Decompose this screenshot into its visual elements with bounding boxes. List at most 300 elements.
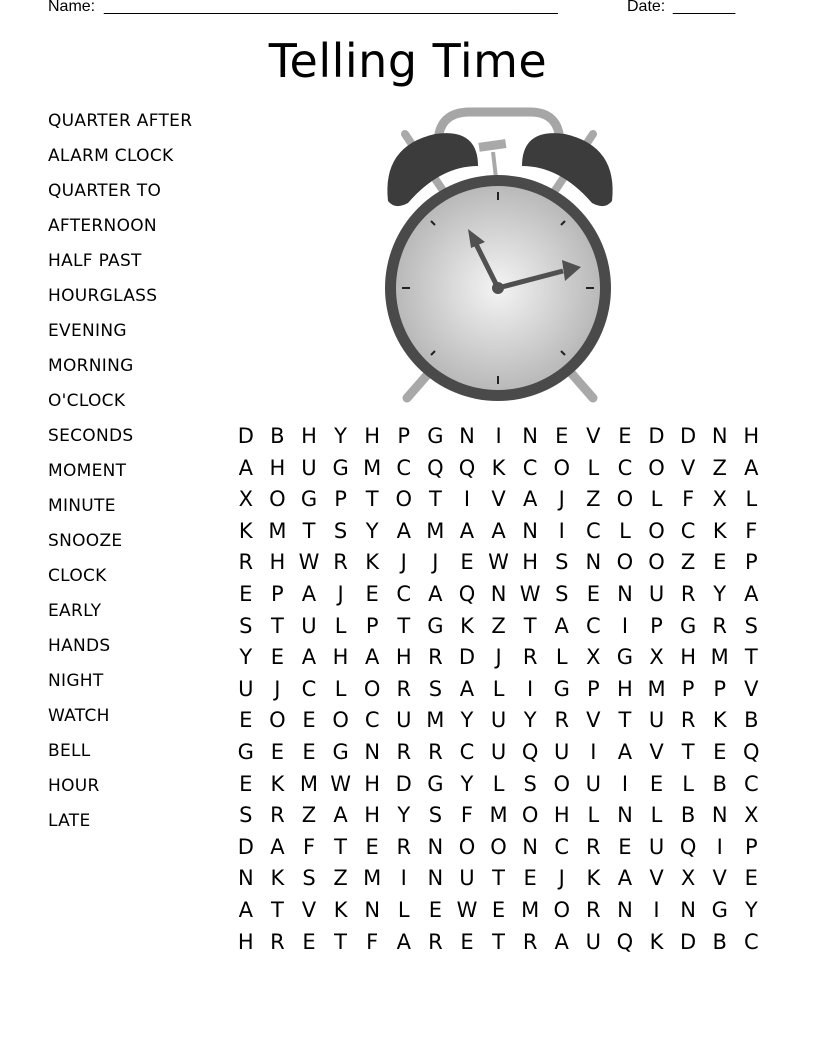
grid-cell[interactable]: H	[617, 676, 633, 701]
grid-cell[interactable]: Y	[397, 803, 411, 828]
grid-cell[interactable]: C	[680, 518, 696, 543]
grid-cell[interactable]: Y	[460, 708, 474, 733]
grid-cell[interactable]: C	[585, 613, 601, 638]
grid-cell[interactable]: M	[268, 518, 287, 543]
grid-cell[interactable]: N	[617, 897, 633, 922]
grid-cell[interactable]: Q	[458, 455, 476, 480]
grid-cell[interactable]: O	[490, 834, 507, 859]
grid-cell[interactable]: T	[270, 897, 284, 922]
grid-cell[interactable]: M	[363, 455, 382, 480]
grid-cell[interactable]: S	[428, 803, 443, 828]
grid-cell[interactable]: K	[460, 613, 474, 638]
grid-cell[interactable]: L	[587, 455, 600, 480]
grid-cell[interactable]: Y	[713, 581, 727, 606]
letter-grid	[230, 421, 770, 961]
grid-cell[interactable]: N	[522, 424, 538, 448]
grid-cell[interactable]: O	[332, 708, 349, 733]
grid-cell[interactable]: V	[744, 676, 759, 701]
grid-cell[interactable]: A	[238, 897, 253, 922]
grid-cell[interactable]: J	[337, 581, 344, 606]
grid-cell[interactable]: R	[522, 929, 538, 954]
grid-cell[interactable]: S	[428, 676, 443, 701]
grid-cell[interactable]: V	[301, 897, 317, 922]
grid-cell[interactable]: T	[270, 613, 284, 638]
grid-cell[interactable]: G	[553, 676, 570, 701]
grid-cell[interactable]: D	[237, 424, 254, 448]
grid-cell[interactable]: K	[586, 866, 601, 891]
grid-cell[interactable]: N	[237, 866, 254, 891]
grid-cell[interactable]: U	[238, 676, 254, 701]
grid-cell[interactable]: I	[621, 771, 629, 796]
grid-cell[interactable]: Y	[365, 518, 379, 543]
grid-cell[interactable]: E	[713, 739, 727, 764]
grid-cell[interactable]: B	[744, 708, 759, 733]
grid-cell[interactable]: Y	[523, 708, 537, 733]
grid-cell[interactable]: R	[396, 739, 412, 764]
grid-cell[interactable]: P	[681, 676, 695, 701]
grid-cell[interactable]: H	[237, 929, 254, 954]
grid-cell[interactable]: H	[364, 771, 381, 796]
grid-cell[interactable]: I	[716, 834, 723, 859]
grid-cell[interactable]: A	[364, 645, 380, 670]
grid-cell[interactable]: M	[647, 676, 666, 701]
grid-cell[interactable]: Z	[333, 866, 348, 891]
grid-cell[interactable]: S	[555, 581, 569, 606]
grid-cell[interactable]: E	[302, 739, 316, 764]
grid-cell[interactable]: I	[495, 424, 502, 448]
grid-cell[interactable]: E	[491, 897, 506, 922]
grid-cell[interactable]: M	[426, 518, 445, 543]
grid-cell[interactable]: N	[490, 581, 507, 606]
grid-cell[interactable]: R	[428, 929, 443, 954]
grid-cell[interactable]: M	[363, 866, 382, 891]
grid-cell[interactable]: A	[522, 487, 538, 512]
grid-cell[interactable]: V	[649, 739, 664, 764]
grid-cell[interactable]: U	[301, 613, 317, 638]
grid-cell[interactable]: J	[558, 487, 565, 512]
grid-cell[interactable]: E	[428, 897, 442, 922]
grid-cell[interactable]: O	[616, 487, 634, 512]
grid-cell[interactable]: P	[650, 613, 663, 638]
grid-cell[interactable]: P	[365, 613, 379, 638]
grid-cell[interactable]: O	[458, 834, 476, 859]
grid-cell[interactable]: L	[555, 645, 568, 670]
grid-cell[interactable]: J	[495, 645, 502, 670]
grid-cell[interactable]: R	[396, 834, 412, 859]
grid-cell[interactable]: K	[365, 550, 380, 575]
grid-cell[interactable]: F	[682, 487, 695, 512]
grid-cell[interactable]: O	[648, 550, 665, 575]
grid-cell[interactable]: P	[397, 424, 411, 448]
grid-cell[interactable]: I	[590, 739, 597, 764]
word-list-item: CLOCK	[48, 566, 107, 586]
grid-cell[interactable]: J	[400, 550, 407, 575]
grid-cell[interactable]: C	[554, 834, 570, 859]
grid-cell[interactable]: G	[237, 739, 254, 764]
grid-cell[interactable]: N	[364, 739, 381, 764]
grid-cell[interactable]: Z	[712, 455, 727, 480]
grid-cell[interactable]: R	[712, 613, 727, 638]
grid-cell[interactable]: V	[712, 866, 727, 891]
grid-cell[interactable]: O	[553, 897, 570, 922]
grid-cell[interactable]: T	[334, 929, 347, 954]
grid-cell[interactable]: A	[617, 866, 633, 891]
grid-cell[interactable]: T	[397, 613, 411, 638]
grid-cell[interactable]: B	[712, 771, 727, 796]
grid-cell[interactable]: L	[334, 676, 347, 701]
grid-cell[interactable]: A	[301, 581, 317, 606]
grid-cell[interactable]: N	[617, 581, 633, 606]
word-list-item: QUARTER AFTER	[48, 111, 193, 131]
grid-cell[interactable]: E	[618, 834, 632, 859]
grid-cell[interactable]: Y	[744, 897, 758, 922]
grid-cell[interactable]: C	[396, 455, 412, 480]
grid-cell[interactable]: N	[711, 424, 728, 448]
grid-cell[interactable]: I	[621, 613, 629, 638]
grid-cell[interactable]: R	[586, 897, 601, 922]
grid-cell[interactable]: T	[334, 834, 347, 859]
grid-cell[interactable]: C	[617, 455, 633, 480]
grid-cell[interactable]: Q	[427, 455, 444, 480]
grid-cell[interactable]: P	[586, 676, 600, 701]
word-list-item: HOURGLASS	[48, 286, 158, 306]
grid-cell[interactable]: K	[333, 897, 348, 922]
grid-cell[interactable]: U	[585, 771, 602, 796]
grid-cell[interactable]: L	[650, 803, 663, 828]
grid-cell[interactable]: R	[554, 708, 570, 733]
grid-cell[interactable]: A	[491, 518, 506, 543]
grid-cell[interactable]: S	[302, 866, 316, 891]
grid-cell[interactable]: Y	[334, 424, 347, 448]
grid-cell[interactable]: O	[648, 455, 665, 480]
name-field-line[interactable]: ___________________________________________________	[104, 0, 558, 15]
grid-cell[interactable]: N	[522, 518, 538, 543]
grid-cell[interactable]: J	[558, 866, 565, 891]
grid-cell[interactable]: Q	[616, 929, 634, 954]
grid-cell[interactable]: R	[270, 929, 285, 954]
grid-cell[interactable]: Z	[680, 550, 696, 575]
grid-cell[interactable]: L	[587, 803, 600, 828]
grid-cell[interactable]: L	[619, 518, 631, 543]
grid-cell[interactable]: S	[239, 803, 253, 828]
grid-cell[interactable]: Q	[521, 739, 539, 764]
grid-cell[interactable]: T	[523, 613, 537, 638]
grid-cell[interactable]: T	[302, 518, 316, 543]
grid-cell[interactable]: U	[648, 581, 665, 606]
grid-cell[interactable]: B	[270, 424, 285, 448]
grid-cell[interactable]: D	[458, 645, 476, 670]
grid-cell[interactable]: E	[586, 581, 600, 606]
grid-cell[interactable]: R	[238, 550, 254, 575]
grid-cell[interactable]: L	[650, 487, 663, 512]
grid-cell[interactable]: R	[428, 645, 443, 670]
grid-cell[interactable]: R	[428, 739, 443, 764]
grid-cell[interactable]: H	[553, 803, 570, 828]
grid-cell[interactable]: V	[586, 708, 601, 733]
grid-cell[interactable]: P	[744, 550, 758, 575]
grid-cell[interactable]: A	[554, 613, 569, 638]
grid-cell[interactable]: Y	[239, 645, 253, 670]
grid-cell[interactable]: R	[396, 676, 412, 701]
grid-cell[interactable]: T	[492, 866, 505, 891]
grid-cell[interactable]: F	[366, 929, 379, 954]
clock-hammer	[478, 139, 506, 152]
grid-cell[interactable]: G	[679, 613, 697, 638]
grid-cell[interactable]: F	[745, 518, 758, 543]
grid-cell[interactable]: H	[269, 455, 286, 480]
grid-cell[interactable]: D	[680, 424, 697, 448]
grid-cell[interactable]: I	[400, 866, 407, 891]
grid-cell[interactable]: N	[459, 424, 475, 448]
grid-cell[interactable]: P	[334, 487, 347, 512]
grid-cell[interactable]: K	[238, 518, 253, 543]
grid-cell[interactable]: J	[274, 676, 281, 701]
grid-cell[interactable]: X	[238, 487, 253, 512]
grid-cell[interactable]: H	[269, 550, 286, 575]
grid-cell[interactable]: X	[744, 803, 759, 828]
grid-cell[interactable]: H	[522, 550, 539, 575]
grid-cell[interactable]: X	[649, 645, 664, 670]
grid-cell[interactable]: C	[743, 929, 759, 954]
grid-cell[interactable]: E	[460, 550, 474, 575]
grid-cell[interactable]: B	[680, 803, 696, 828]
grid-cell[interactable]: G	[711, 897, 728, 922]
grid-cell[interactable]: H	[301, 424, 317, 448]
grid-cell[interactable]: X	[680, 866, 696, 891]
grid-cell[interactable]: R	[522, 645, 538, 670]
word-list-item: SNOOZE	[48, 531, 123, 551]
grid-cell[interactable]: O	[521, 803, 539, 828]
grid-cell[interactable]: E	[270, 645, 285, 670]
grid-cell[interactable]: U	[554, 739, 570, 764]
grid-cell[interactable]: G	[427, 771, 444, 796]
grid-cell[interactable]: I	[558, 518, 565, 543]
grid-cell[interactable]: A	[744, 581, 759, 606]
grid-cell[interactable]: Y	[460, 771, 474, 796]
grid-cell[interactable]: K	[712, 708, 727, 733]
grid-cell[interactable]: G	[332, 739, 349, 764]
grid-cell[interactable]: V	[586, 424, 601, 448]
grid-cell[interactable]: W	[488, 550, 509, 575]
grid-cell[interactable]: S	[555, 550, 569, 575]
grid-cell[interactable]: A	[554, 929, 569, 954]
grid-cell[interactable]: M	[710, 645, 729, 670]
grid-cell[interactable]: Z	[301, 803, 317, 828]
grid-cell[interactable]: L	[492, 771, 505, 796]
word-list-item: EVENING	[48, 321, 127, 341]
grid-cell[interactable]: G	[300, 487, 318, 512]
grid-cell[interactable]: C	[743, 771, 759, 796]
grid-cell[interactable]: V	[491, 487, 506, 512]
grid-cell[interactable]: R	[680, 708, 696, 733]
grid-cell[interactable]: C	[364, 708, 380, 733]
grid-cell[interactable]: O	[553, 771, 570, 796]
grid-cell[interactable]: X	[586, 645, 601, 670]
grid-cell[interactable]: E	[618, 424, 632, 448]
grid-cell[interactable]: D	[237, 834, 254, 859]
grid-cell[interactable]: I	[653, 897, 660, 922]
grid-cell[interactable]: O	[553, 455, 570, 480]
grid-cell[interactable]: N	[711, 803, 728, 828]
grid-cell[interactable]: E	[270, 739, 285, 764]
grid-cell[interactable]: E	[523, 866, 537, 891]
grid-cell[interactable]: O	[269, 487, 286, 512]
grid-cell[interactable]: S	[333, 518, 348, 543]
grid-cell[interactable]: W	[456, 897, 478, 922]
grid-cell[interactable]: A	[459, 518, 475, 543]
grid-cell[interactable]: L	[682, 771, 694, 796]
grid-cell[interactable]: E	[460, 929, 474, 954]
grid-cell[interactable]: I	[527, 676, 534, 701]
grid-row	[230, 832, 770, 864]
grid-cell[interactable]: A	[744, 455, 759, 480]
grid-cell[interactable]: J	[432, 550, 439, 575]
grid-cell[interactable]: K	[712, 518, 727, 543]
grid-cell[interactable]: U	[648, 708, 665, 733]
grid-cell[interactable]: P	[271, 581, 284, 606]
grid-cell[interactable]: K	[270, 866, 285, 891]
grid-cell[interactable]: Q	[458, 581, 476, 606]
grid-cell[interactable]: E	[239, 581, 253, 606]
grid-cell[interactable]: W	[330, 771, 351, 796]
grid-cell[interactable]: N	[522, 834, 538, 859]
grid-cell[interactable]: V	[649, 866, 664, 891]
grid-cell[interactable]: R	[680, 581, 696, 606]
grid-cell[interactable]: X	[712, 487, 727, 512]
grid-cell[interactable]: U	[396, 708, 412, 733]
grid-cell[interactable]: C	[301, 676, 317, 701]
grid-cell[interactable]: L	[492, 676, 505, 701]
grid-cell[interactable]: N	[680, 897, 696, 922]
grid-cell[interactable]: M	[426, 708, 445, 733]
grid-cell[interactable]: D	[395, 771, 412, 796]
grid-cell[interactable]: L	[397, 897, 410, 922]
grid-cell[interactable]: N	[585, 550, 602, 575]
grid-cell[interactable]: E	[744, 866, 758, 891]
grid-cell[interactable]: Q	[679, 834, 697, 859]
grid-cell[interactable]: I	[463, 487, 471, 512]
grid-cell[interactable]: H	[364, 424, 381, 448]
grid-cell[interactable]: O	[269, 708, 286, 733]
grid-cell[interactable]: H	[680, 645, 696, 670]
grid-cell[interactable]: Z	[586, 487, 601, 512]
grid-cell[interactable]: M	[521, 897, 540, 922]
grid-cell[interactable]: W	[298, 550, 320, 575]
grid-cell[interactable]: A	[333, 803, 348, 828]
grid-cell[interactable]: T	[428, 487, 442, 512]
grid-cell[interactable]: U	[490, 739, 507, 764]
grid-cell[interactable]: A	[617, 739, 633, 764]
grid-cell[interactable]: U	[490, 708, 507, 733]
grid-cell[interactable]: E	[649, 771, 664, 796]
grid-cell[interactable]: E	[239, 708, 253, 733]
grid-cell[interactable]: F	[302, 834, 316, 859]
grid-cell[interactable]: U	[648, 834, 665, 859]
grid-cell[interactable]: E	[365, 834, 379, 859]
grid-cell[interactable]: T	[618, 708, 632, 733]
grid-cell[interactable]: A	[459, 676, 475, 701]
grid-cell[interactable]: D	[680, 929, 697, 954]
grid-cell[interactable]: N	[617, 803, 633, 828]
grid-cell[interactable]: T	[365, 487, 379, 512]
grid-cell[interactable]: N	[364, 897, 381, 922]
grid-cell[interactable]: E	[365, 581, 379, 606]
grid-cell[interactable]: R	[333, 550, 348, 575]
grid-cell[interactable]: W	[519, 581, 541, 606]
grid-cell[interactable]: L	[334, 613, 347, 638]
grid-cell[interactable]: K	[649, 929, 664, 954]
grid-cell[interactable]: G	[427, 424, 444, 448]
grid-cell[interactable]: K	[270, 771, 285, 796]
grid-cell[interactable]: V	[680, 455, 696, 480]
grid-cell[interactable]: C	[396, 581, 412, 606]
grid-cell[interactable]: G	[427, 613, 444, 638]
grid-cell[interactable]: O	[616, 550, 634, 575]
grid-cell[interactable]: P	[744, 834, 758, 859]
grid-cell[interactable]: D	[648, 424, 665, 448]
grid-cell[interactable]: R	[586, 834, 601, 859]
grid-cell[interactable]: H	[395, 645, 412, 670]
grid-cell[interactable]: G	[332, 455, 349, 480]
grid-cell[interactable]: N	[427, 834, 444, 859]
grid-cell[interactable]: A	[238, 455, 253, 480]
grid-cell[interactable]: A	[301, 645, 317, 670]
grid-cell[interactable]: A	[270, 834, 285, 859]
grid-cell[interactable]: C	[522, 455, 538, 480]
grid-cell[interactable]: E	[302, 929, 316, 954]
grid-cell[interactable]: L	[745, 487, 758, 512]
grid-cell[interactable]: U	[459, 866, 475, 891]
grid-cell[interactable]: G	[616, 645, 634, 670]
grid-cell[interactable]: H	[364, 803, 381, 828]
grid-cell[interactable]: H	[332, 645, 349, 670]
grid-cell[interactable]: T	[744, 645, 758, 670]
grid-cell[interactable]: S	[239, 613, 253, 638]
grid-cell[interactable]: F	[460, 803, 473, 828]
grid-cell[interactable]: O	[363, 676, 381, 701]
grid-cell[interactable]: P	[713, 676, 727, 701]
grid-cell[interactable]: K	[491, 455, 506, 480]
grid-cell[interactable]: E	[713, 550, 727, 575]
grid-cell[interactable]: T	[492, 929, 505, 954]
grid-cell[interactable]: T	[681, 739, 695, 764]
grid-cell[interactable]: R	[270, 803, 285, 828]
grid-row	[230, 611, 770, 643]
grid-cell[interactable]: M	[489, 803, 508, 828]
grid-cell[interactable]: U	[585, 929, 602, 954]
grid-cell[interactable]: C	[585, 518, 601, 543]
date-field-line[interactable]: _______	[673, 0, 736, 15]
grid-cell[interactable]: M	[299, 771, 319, 796]
grid-cell[interactable]: Q	[743, 739, 760, 764]
grid-cell[interactable]: N	[427, 866, 444, 891]
grid-cell[interactable]: A	[428, 581, 443, 606]
grid-cell[interactable]: A	[396, 518, 411, 543]
grid-cell[interactable]: E	[239, 771, 253, 796]
grid-cell[interactable]: B	[712, 929, 727, 954]
grid-cell[interactable]: Z	[491, 613, 506, 638]
grid-cell[interactable]: E	[302, 708, 316, 733]
grid-cell[interactable]: S	[523, 771, 537, 796]
grid-cell[interactable]: O	[395, 487, 413, 512]
grid-cell[interactable]: E	[555, 424, 569, 448]
grid-cell[interactable]: U	[301, 455, 317, 480]
grid-cell[interactable]: S	[744, 613, 758, 638]
grid-cell[interactable]: C	[459, 739, 475, 764]
grid-cell[interactable]: H	[743, 424, 760, 448]
grid-cell[interactable]: A	[396, 929, 411, 954]
grid-cell[interactable]: O	[648, 518, 665, 543]
